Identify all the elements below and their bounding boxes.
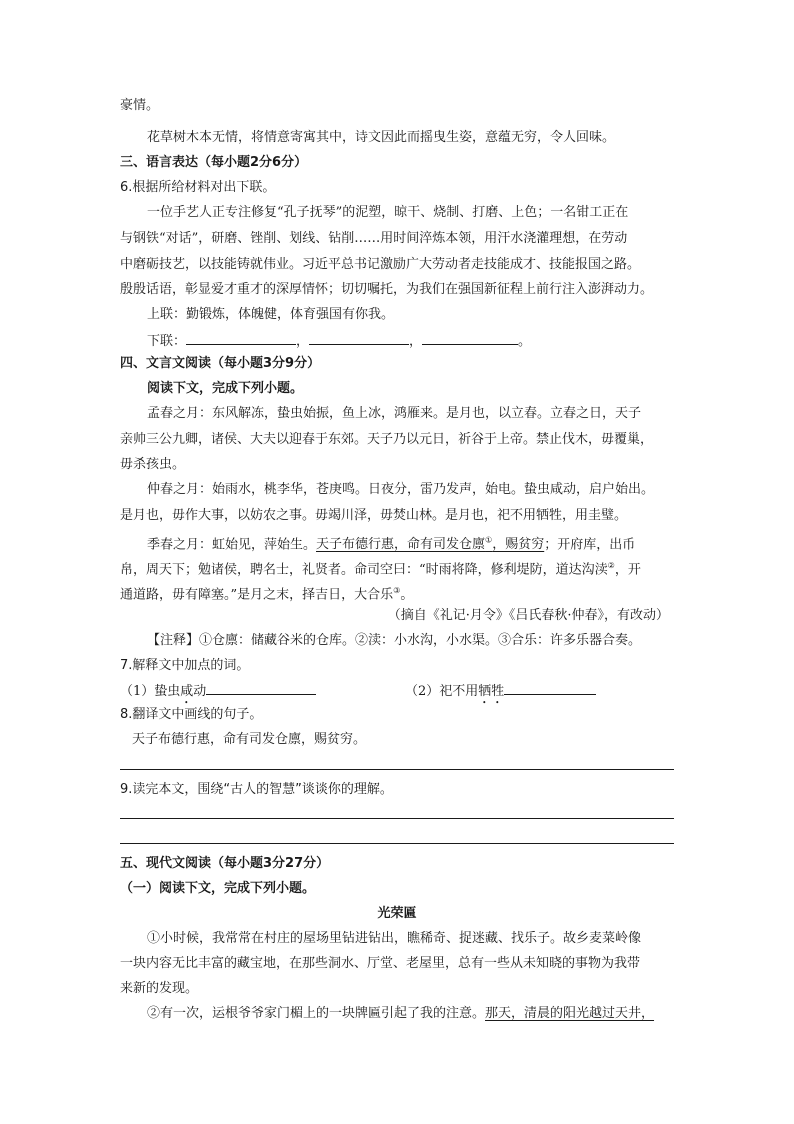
text-span: 动: [193, 684, 207, 699]
dotted-word: 牺牲: [478, 684, 505, 699]
text-span: 。: [400, 587, 414, 603]
answer-blank-7-2[interactable]: [504, 681, 596, 695]
text-span: 帛，周天下；勉诸侯，聘名士，礼贤者。命司空曰：“时雨将降，修利堤防，道达沟渎: [120, 562, 608, 578]
classical-line: 孟春之月：东风解冻，蛰虫始振，鱼上冰，鸿雁来。是月也，以立春。立春之日，天子: [147, 406, 642, 421]
classical-line: [147, 532, 635, 554]
material-line: 一位手艺人正专注修复“孔子抚琴”的泥塑，晾干、烧制、打磨、上色；一名钳工正在: [147, 205, 629, 220]
text-span: ；开府库，出币: [544, 537, 636, 553]
text-line: 豪情。: [120, 98, 160, 113]
classical-line: 亲帅三公九卿，诸侯、大夫以迎春于东郊。天子乃以元日，祈谷于上帝。禁止伐木，毋覆巢，: [120, 432, 654, 447]
footnote-mark: ①: [485, 536, 493, 545]
section-heading-4: 四、文言文阅读（每小题3分9分）: [120, 356, 321, 371]
text-span: 天子布德行惠，命有司发仓廪: [316, 537, 486, 553]
answer-line-9b[interactable]: [120, 843, 674, 844]
classical-line: 是月也，毋作大事，以妨农之事。毋竭川泽，毋焚山林。是月也，祀不用牺牲，用圭璧。: [120, 508, 628, 523]
section-heading-3: 三、语言表达（每小题2分6分）: [120, 155, 308, 170]
answer-blank-3[interactable]: [422, 331, 518, 345]
question-8: 8.翻译文中画线的句子。: [120, 707, 263, 722]
question-9: 9.读完本文，围绕“古人的智慧”谈谈你的理解。: [120, 782, 393, 797]
text-line: 花草树木本无情，将情意寄寓其中，诗文因此而摇曳生姿，意蕴无穷，令人回味。: [147, 130, 616, 145]
material-line: 中磨砺技艺，以技能铸就伟业。习近平总书记激励广大劳动者走技能成才、技能报国之路。: [120, 257, 641, 272]
classical-line: 仲春之月：始雨水，桃李华，苍庚鸣。日夜分，雷乃发声，始电。蛰虫咸动，启户始出。: [147, 482, 655, 497]
annotation-note: 【注释】①仓廪：储藏谷米的仓库。②渎：小水沟，小水渠。③合乐：许多乐器合奏。: [147, 633, 642, 648]
subsection-heading: （一）阅读下文，完成下列小题。: [120, 881, 316, 896]
question-6: 6.根据所给材料对出下联。: [120, 180, 276, 195]
question-7: 7.解释文中加点的词。: [120, 658, 250, 673]
source-citation: （摘自《礼记·月令》《吕氏春秋·仲春》，有改动）: [387, 608, 669, 623]
classical-line: [120, 557, 641, 579]
lower-couplet-row: [147, 331, 531, 351]
article-line: [147, 1005, 654, 1023]
punct: 。: [518, 334, 532, 349]
article-title: 光荣匾: [377, 906, 417, 921]
answer-blank-2[interactable]: [309, 331, 409, 345]
article-line: 一块内容无比丰富的藏宝地，在那些洞水、厅堂、老屋里，总有一些从未知晓的事物为我带: [120, 956, 641, 971]
text-span: 季春之月：虹始见，萍始生。: [147, 537, 317, 553]
text-span: （1）蛰虫: [120, 684, 181, 699]
text-span: ，开: [614, 562, 641, 578]
footnote-mark: ③: [393, 586, 401, 595]
article-line: ①小时候，我常常在村庄的屋场里钻进钻出，瞧稀奇、捉迷藏、找乐子。故乡麦菜岭像: [147, 931, 642, 946]
article-line: 来新的发现。: [120, 981, 199, 996]
answer-line-9a[interactable]: [120, 818, 674, 819]
classical-line: [120, 582, 413, 604]
underlined-sentence: [316, 537, 544, 552]
material-line: 殷殷话语，彰显爱才重才的深厚情怀；切切嘱托，为我们在强国新征程上前行注入澎湃动力。: [120, 282, 654, 297]
material-line: 与钢铁“对话”，研磨、锉削、划线、钻削……用时间淬炼本领，用汗水浇灌理想，在劳动: [120, 231, 628, 246]
question-7-2: [405, 681, 596, 707]
upper-couplet: 上联：勤锻炼，体魄健，体育强国有你我。: [147, 307, 395, 322]
underlined-sentence: 那天，清晨的阳光越过天井，: [485, 1006, 655, 1021]
classical-line: 毋杀孩虫。: [120, 457, 186, 472]
lower-couplet-label: 下联：: [147, 334, 187, 349]
text-span: （2）祀不用: [405, 684, 479, 699]
punct: ，: [296, 334, 310, 349]
question-8-sentence: 天子布德行惠，命有司发仓廪，赐贫穷。: [132, 732, 367, 747]
footnote-mark: ②: [607, 561, 615, 570]
dotted-word: 咸: [180, 684, 194, 699]
answer-line-8[interactable]: [120, 769, 674, 770]
text-span: ②有一次，运根爷爷家门楣上的一块牌匾引起了我的注意。: [147, 1006, 486, 1021]
section-heading-5: 五、现代文阅读（每小题3分27分）: [120, 856, 330, 871]
reading-instruction: 阅读下文，完成下列小题。: [147, 381, 304, 396]
answer-blank-7-1[interactable]: [206, 681, 316, 695]
question-7-1: [120, 681, 316, 707]
punct: ，: [409, 334, 423, 349]
text-span: 通道路，毋有障塞。”是月之末，择吉日，大合乐: [120, 587, 394, 603]
answer-blank-1[interactable]: [186, 331, 296, 345]
text-span: ，赐贫穷: [492, 537, 545, 553]
